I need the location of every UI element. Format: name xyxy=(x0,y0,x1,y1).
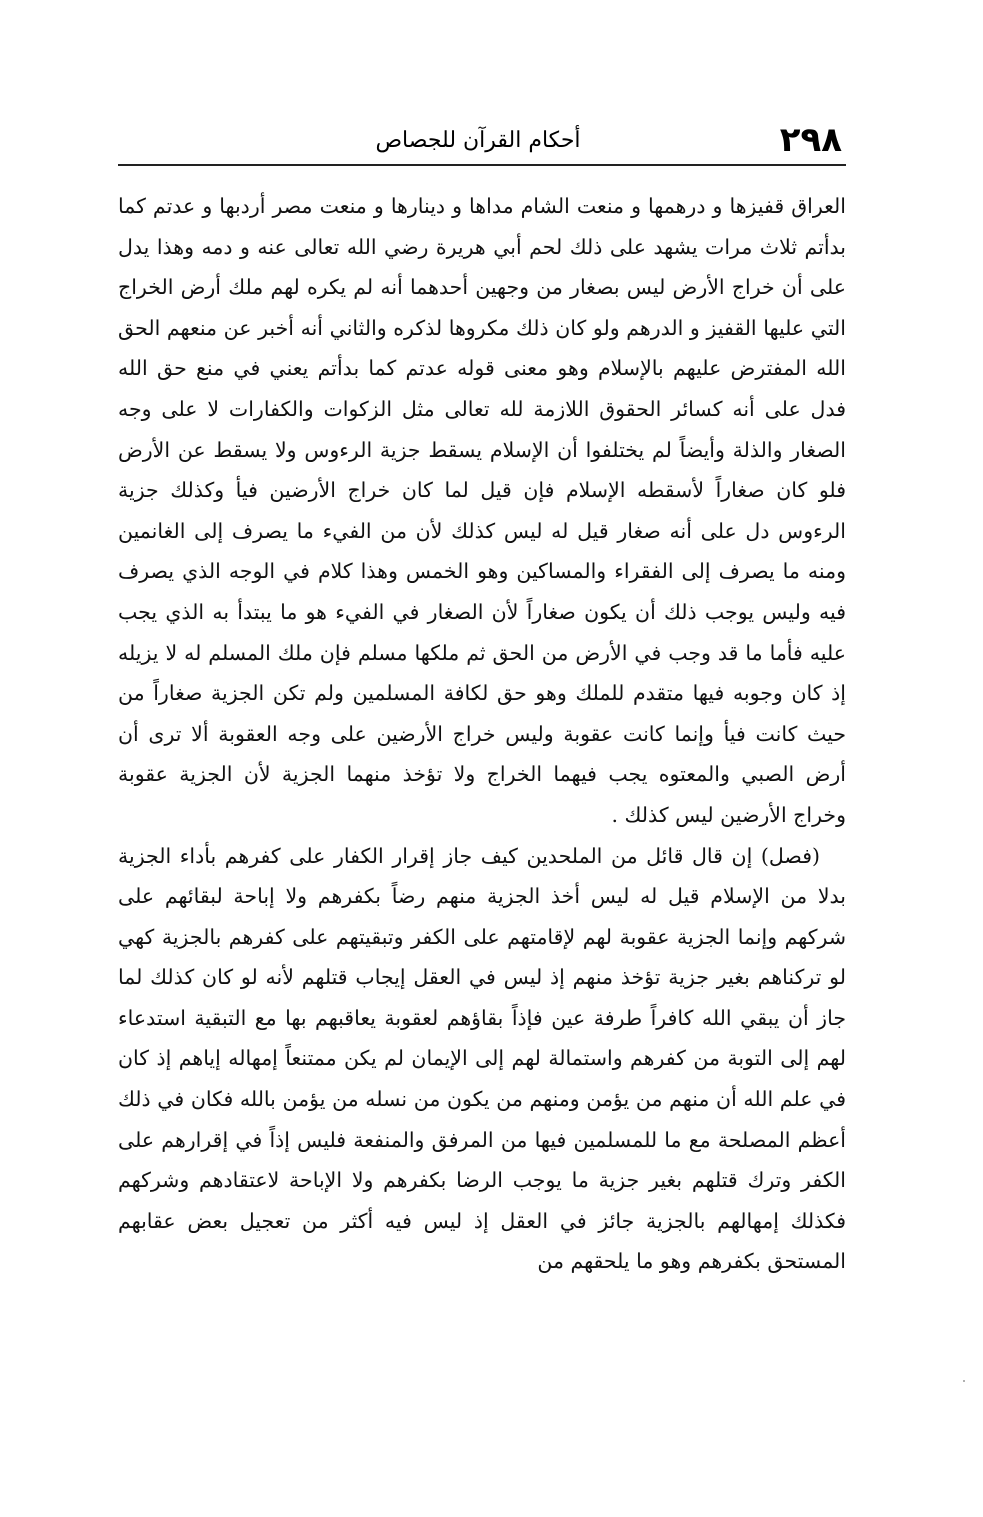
paragraph-1: العراق قفيزها و درهمها و منعت الشام مداها و دينارها و منعت مصر أردبها و عدتم كما بدأتم ثلاث مرات يشهد على ذلك لحم أبي هريرة رضي الله تعالى عنه و دمه وهذا يدل على أن خراج الأرض ليس بصغار من وجهين أحدهما أنه لم يكره لهم ملك أرض الخراج التي عليها القفيز و الدرهم ولو كان ذلك مكروها لذكره والثاني أنه أخبر عن منعهم الحق الله المفترض عليهم بالإسلام وهو معنى قوله عدتم كما بدأتم يعني في منع حق الله فدل على أنه كسائر الحقوق اللازمة لله تعالى مثل الزكوات والكفارات لا على وجه الصغار والذلة وأيضاً لم يختلفوا أن الإسلام يسقط جزية الرءوس ولا يسقط عن الأرض فلو كان صغاراً لأسقطه الإسلام فإن قيل لما كان خراج الأرضين فيأ وكذلك جزية الرءوس دل على أنه صغار قيل له ليس كذلك لأن من الفيء ما يصرف إلى الغانمين ومنه ما يصرف إلى الفقراء والمساكين وهو الخمس وهذا كلام في الوجه الذي يصرف فيه وليس يوجب ذلك أن يكون صغاراً لأن الصغار في الفيء هو ما يبتدأ به الذي يجب عليه فأما ما قد وجب في الأرض من الحق ثم ملكها مسلم فإن ملك المسلم له لا يزيله إذ كان وجوبه فيها متقدم للملك وهو حق لكافة المسلمين ولم تكن الجزية صغاراً من حيث كانت فيأ وإنما كانت عقوبة وليس خراج الأرضين على وجه العقوبة ألا ترى أن أرض الصبي والمعتوه يجب فيهما الخراج ولا تؤخذ منهما الجزية لأن الجزية عقوبة وخراج الأرضين ليس كذلك . xyxy=(118,194,846,827)
page-number: ٢٩٨ xyxy=(779,120,842,160)
running-title: أحكام القرآن للجصاص xyxy=(375,128,581,153)
header-divider xyxy=(118,164,846,166)
paragraph-2: (فصل) إن قال قائل من الملحدين كيف جاز إقرار الكفار على كفرهم بأداء الجزية بدلا من الإسلام قيل له ليس أخذ الجزية منهم رضاً بكفرهم ولا إباحة لبقائهم على شركهم وإنما الجزية عقوبة لهم لإقامتهم على الكفر وتبقيتهم على كفرهم بالجزية كهي لو تركناهم بغير جزية تؤخذ منهم إذ ليس في العقل إيجاب قتلهم لأنه لو كان كذلك لما جاز أن يبقي الله كافراً طرفة عين فإذاً بقاؤهم لعقوبة يعاقبهم بها مع التبقية استدعاء لهم إلى التوبة من كفرهم واستمالة لهم إلى الإيمان لم يكن ممتنعاً إمهاله إياهم إذ كان في علم الله أن منهم من يؤمن ومنهم من يكون من نسله من يؤمن بالله فكان في ذلك أعظم المصلحة مع ما للمسلمين فيها من المرفق والمنفعة فليس إذاً في إقرارهم على الكفر وترك قتلهم بغير جزية ما يوجب الرضا بكفرهم ولا الإباحة لاعتقادهم وشركهم فكذلك إمهالهم بالجزية جائز في العقل إذ ليس فيه أكثر من تعجيل بعض عقابهم المستحق بكفرهم وهو ما يلحقهم من xyxy=(118,843,846,1274)
body-text xyxy=(118,186,846,1282)
page-header xyxy=(110,118,846,166)
scan-speck xyxy=(963,1380,965,1382)
